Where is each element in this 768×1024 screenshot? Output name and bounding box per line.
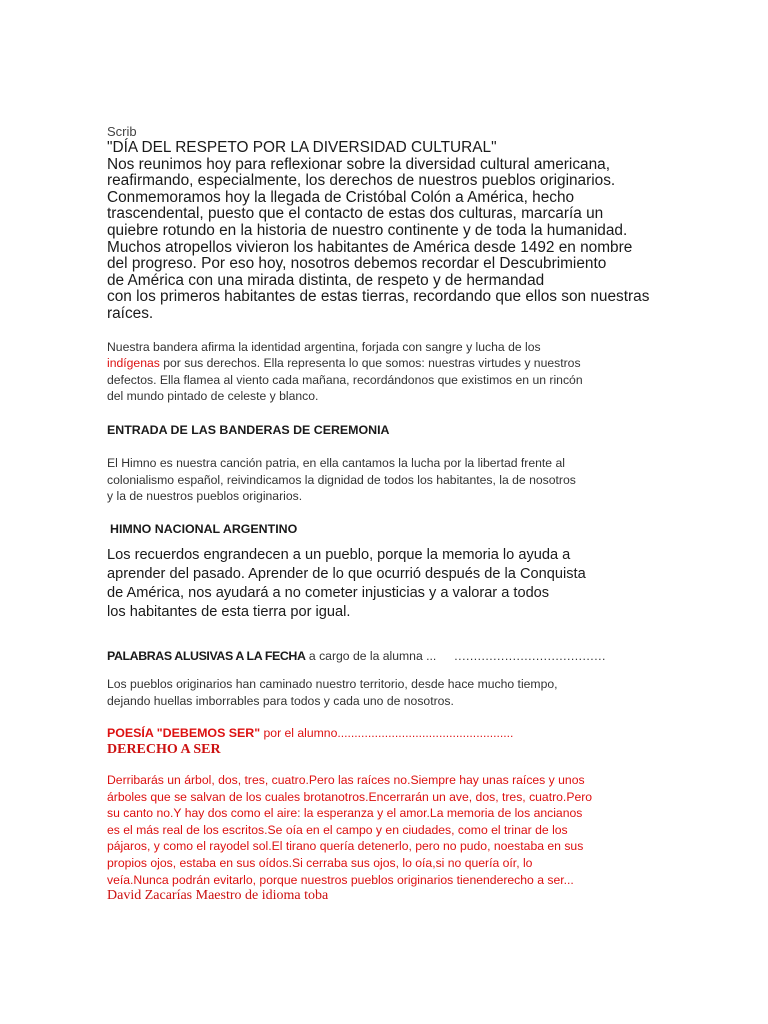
poesia-line [107, 725, 687, 742]
intro-line: trascendental, puesto que el contacto de estas dos culturas, marcaría un [107, 205, 604, 223]
palabras-text: a cargo de la alumna ... [305, 648, 437, 663]
himno-intro-line: colonialismo español, reivindicamos la dignidad de todos los habitantes, la de nosotros [107, 472, 576, 487]
poesia-heading: POESÍA "DEBEMOS SER" [107, 726, 261, 741]
pueblos-paragraph [107, 676, 687, 709]
recuerdos-line: los habitantes de esta tierra por igual. [107, 603, 351, 620]
intro-line: raíces. [107, 304, 154, 322]
bandera-line: Nuestra bandera afirma la identidad argentina, forjada con sangre y lucha de los [107, 339, 541, 354]
palabras-heading: PALABRAS ALUSIVAS A LA FECHA [107, 648, 306, 663]
poem-line: es el más real de los escritos.Se oía en el campo y en ciudades, como el trinar de los [107, 822, 568, 837]
poesia-text: por el alumno [260, 726, 338, 741]
palabras-dots: ....................................... [454, 648, 606, 663]
intro-line: reafirmando, especialmente, los derechos de nuestros pueblos originarios. [107, 172, 616, 190]
recuerdos-line: de América, nos ayudará a no cometer injusticias y a valorar a todos [107, 584, 550, 601]
intro-line: quiebre rotundo en la historia de nuestro continente y de toda la humanidad. [107, 221, 628, 239]
scrib-label: Scrib [107, 124, 137, 139]
bandera-line [107, 355, 687, 372]
intro-section [107, 140, 687, 323]
recuerdos-line: Los recuerdos engrandecen a un pueblo, porque la memoria lo ayuda a [107, 546, 571, 563]
bandera-paragraph [107, 339, 687, 405]
recuerdos-line: aprender del pasado. Aprender de lo que ocurrió después de la Conquista [107, 565, 586, 582]
intro-line: Nos reunimos hoy para reflexionar sobre la diversidad cultural americana, [107, 155, 611, 173]
bandera-line-rest: por sus derechos. Ella representa lo que somos: nuestras virtudes y nuestros [159, 356, 581, 371]
recuerdos-paragraph [107, 546, 687, 622]
poesia-dots: .................................................... [337, 726, 514, 741]
indigenas-highlight: indígenas [107, 356, 160, 371]
poem-line: propios ojos, estaba en sus oídos.Si cerraba sus ojos, lo oía,si no quería oír, lo [107, 856, 533, 871]
intro-line: Conmemoramos hoy la llegada de Cristóbal Colón a América, hecho [107, 188, 575, 206]
poem-line: pájaros, y como el rayodel sol.El tirano quería detenerlo, pero no pudo, noestaba en sus [107, 839, 584, 854]
himno-heading: HIMNO NACIONAL ARGENTINO [110, 521, 298, 536]
pueblos-line: dejando huellas imborrables para todos y cada uno de nosotros. [107, 693, 454, 708]
poem-line: veía.Nunca podrán evitarlo, porque nuestros pueblos originarios tienenderecho a ser... [107, 872, 574, 887]
poem-line: Derribarás un árbol, dos, tres, cuatro.Pero las raíces no.Siempre hay unas raíces y unos [107, 773, 585, 788]
palabras-line [107, 648, 687, 665]
poem-line: árboles que se salvan de los cuales brotanotros.Encerrarán un ave, dos, tres, cuatro.Pero [107, 789, 593, 804]
bandera-line: del mundo pintado de celeste y blanco. [107, 389, 319, 404]
intro-line: Muchos atropellos vivieron los habitantes de América desde 1492 en nombre [107, 238, 633, 256]
document-body [107, 124, 687, 904]
poem-body [107, 772, 687, 888]
intro-line: con los primeros habitantes de estas tierras, recordando que ellos son nuestras [107, 288, 650, 306]
himno-intro-line: El Himno es nuestra canción patria, en ella cantamos la lucha por la libertad frente al [107, 455, 565, 470]
pueblos-line: Los pueblos originarios han caminado nuestro territorio, desde hace mucho tiempo, [107, 677, 558, 692]
poem-line: su canto no.Y hay dos como el aire: la esperanza y el amor.La memoria de los ancianos [107, 806, 583, 821]
intro-line: de América con una mirada distinta, de respeto y de hermandad [107, 271, 545, 289]
entrada-heading: ENTRADA DE LAS BANDERAS DE CEREMONIA [107, 422, 390, 437]
himno-intro-line: y la de nuestros pueblos originarios. [107, 489, 303, 504]
himno-intro-paragraph [107, 455, 687, 505]
bandera-line: defectos. Ella flamea al viento cada mañana, recordándonos que existimos en un rincón [107, 372, 583, 387]
intro-title: "DÍA DEL RESPETO POR LA DIVERSIDAD CULTURAL" [107, 139, 497, 156]
intro-line: del progreso. Por eso hoy, nosotros debemos recordar el Descubrimiento [107, 255, 607, 273]
poem-subtitle: DERECHO A SER [107, 742, 221, 758]
poem-author: David Zacarías Maestro de idioma toba [107, 888, 329, 904]
